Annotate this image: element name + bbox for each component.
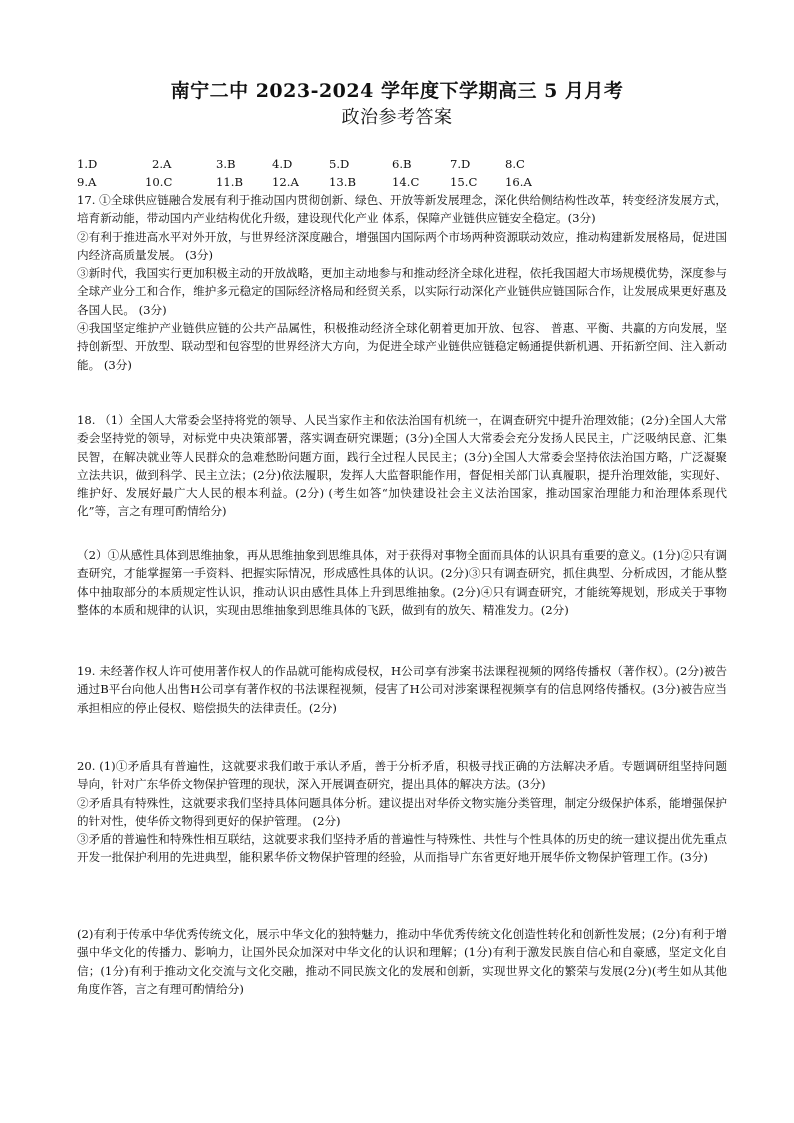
answer-10: 10.C xyxy=(145,175,173,189)
q19-paragraph: 19. 未经著作权人许可使用著作权人的作品就可能构成侵权，H公司享有涉案书法课程视频的网络传播权（著作权）。(2分)被告通过B平台向他人出售H公司享有著作权的书法课程视频，侵害了H公司对涉案课程视频享有的信息网络传播权。(3分)被告应当承担相应的停止侵权、赔偿损失的法律责任。(2分) xyxy=(77,664,727,715)
question-18-part-2-answer xyxy=(77,546,727,619)
answer-15: 15.C xyxy=(450,175,478,189)
answer-4: 4.D xyxy=(272,157,293,171)
q17-paragraph: ③新时代，我国实行更加积极主动的开放战略，更加主动地参与和推动经济全球化进程，依托我国超大市场规模优势，深度参与全球产业分工和合作，维护多元稳定的国际经济格局和经贸关系，以实际行动深化产业链供应链国际合作，让发展成果更好惠及各国人民。 (3分) xyxy=(77,266,727,317)
question-20-part-2-answer xyxy=(77,925,727,998)
q20-paragraph: ②矛盾具有特殊性，这就要求我们坚持具体问题具体分析。建议提出对华侨文物实施分类管理，制定分级保护体系，能增强保护的针对性，使华侨文物得到更好的保护管理。 (2分) xyxy=(77,795,727,828)
page-subtitle: 政治参考答案 xyxy=(341,107,453,128)
answer-8: 8.C xyxy=(505,157,525,171)
question-18-part-1-answer xyxy=(77,411,727,521)
answer-14: 14.C xyxy=(392,175,420,189)
question-19-answer xyxy=(77,662,727,717)
q20-paragraph: ③矛盾的普遍性和特殊性相互联结，这就要求我们坚持矛盾的普遍性与特殊性、共性与个性具体的历史的统一建议提出优先重点开发一批保护利用的先进典型，能积累华侨文物保护管理的经验，从而指导广东省更好地开展华侨文物保护管理工作。(3分) xyxy=(77,832,727,865)
question-20-part-1-answer xyxy=(77,757,727,867)
answer-11: 11.B xyxy=(216,175,243,189)
answer-16: 16.A xyxy=(505,175,532,189)
answer-6: 6.B xyxy=(392,157,412,171)
question-17-answer xyxy=(77,191,727,374)
q20b-paragraph: (2)有利于传承中华优秀传统文化，展示中华文化的独特魅力，推动中华优秀传统文化创造性转化和创新性发展；(2分)有利于增强中华文化的传播力、影响力，让国外民众加深对中华文化的认识和理解；(1分)有利于激发民族自信心和自豪感，坚定文化自信；(1分)有利于推动文化交流与文化交融，推动不同民族文化的发展和创新，实现世界文化的繁荣与发展(2分)(考生如从其他角度作答，言之有理可酌情给分) xyxy=(77,927,727,996)
q17-paragraph: ②有利于推进高水平对外开放，与世界经济深度融合，增强国内国际两个市场两种资源联动效应，推动构建新发展格局，促进国内经济高质量发展。 (3分) xyxy=(77,229,727,262)
answer-9: 9.A xyxy=(77,175,97,189)
q17-paragraph: ④我国坚定维护产业链供应链的公共产品属性，积极推动经济全球化朝着更加开放、包容、 普惠、平衡、共赢的方向发展，坚持创新型、开放型、联动型和包容型的世界经济大方向，为促进全球产业链供应链稳定畅通提供新机遇、开拓新空间、注入新动能。 (3分) xyxy=(77,321,727,372)
page-title: 南宁二中 2023-2024 学年度下学期高三 5 月月考 xyxy=(170,80,624,102)
q17-paragraph: 17. ①全球供应链融合发展有利于推动国内贯彻创新、绿色、开放等新发展理念，深化供给侧结构性改革，转变经济发展方式，培育新动能，带动国内产业结构优化升级，建设现代化产业 体系，保障产业链供应链安全稳定。(3分) xyxy=(77,193,727,226)
answer-13: 13.B xyxy=(329,175,356,189)
q18-paragraph: 18. （1）全国人大常委会坚持将党的领导、人民当家作主和依法治国有机统一，在调查研究中提升治理效能；(2分)全国人大常委会坚持党的领导，对标党中央决策部署，落实调查研究课题；(3分)全国人大常委会充分发扬人民民主，广泛吸纳民意、汇集民智，在解决就业等人民群众的急难愁盼问题方面，践行全过程人民民主；(3分)全国人大常委会坚持依法治国方略，广泛凝聚立法共识，做到科学、民主立法；(2分)依法履职，发挥人大监督职能作用，督促相关部门认真履职，提升治理效能，实现好、维护好、发展好最广大人民的根本利益。(2分) (考生如答“加快建设社会主义法治国家，推动国家治理能力和治理体系现代化”等，言之有理可酌情给分) xyxy=(77,413,727,519)
answer-12: 12.A xyxy=(272,175,299,189)
q18b-paragraph: （2）①从感性具体到思维抽象，再从思维抽象到思维具体，对于获得对事物全面而具体的认识具有重要的意义。(1分)②只有调查研究，才能掌握第一手资料、把握实际情况，形成感性具体的认识。(2分)③只有调查研究，抓住典型、分析成因，才能从整体中抽取部分的本质规定性认识，推动认识由感性具体上升到思维抽象。(2分)④只有调查研究，才能统筹规划，形成关于事物整体的本质和规律的认识，实现由思维抽象到思维具体的飞跃，做到有的放矢、精准发力。(2分) xyxy=(77,548,727,617)
answer-7: 7.D xyxy=(450,157,471,171)
answer-3: 3.B xyxy=(216,157,236,171)
answer-1: 1.D xyxy=(77,157,98,171)
q20-paragraph: 20. (1)①矛盾具有普遍性，这就要求我们敢于承认矛盾，善于分析矛盾，积极寻找正确的方法解决矛盾。专题调研组坚持问题导向，针对广东华侨文物保护管理的现状，深入开展调查研究，提出具体的解决方法。(3分) xyxy=(77,759,727,792)
answer-2: 2.A xyxy=(152,157,172,171)
answer-5: 5.D xyxy=(329,157,350,171)
